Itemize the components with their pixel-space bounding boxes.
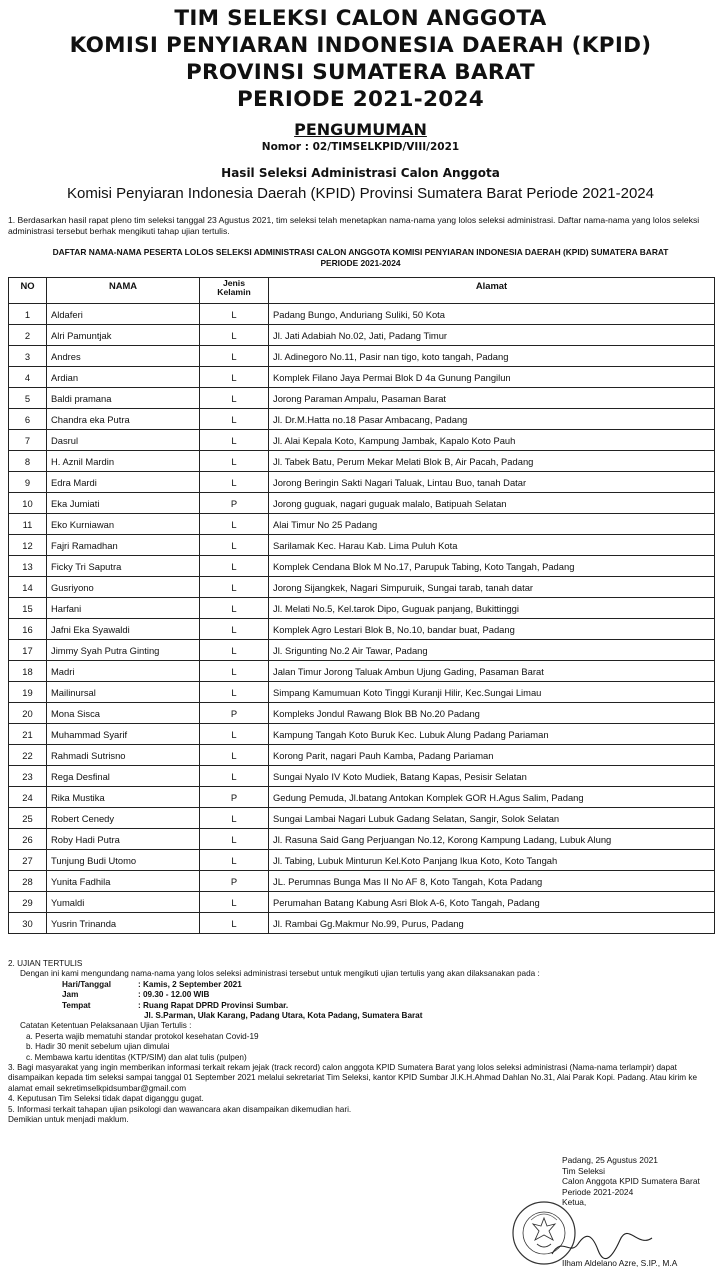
header-line-4: PERIODE 2021-2024	[237, 87, 484, 112]
table-row	[9, 766, 715, 787]
signature-org-1: Tim Seleksi	[562, 1165, 605, 1176]
cell-jenis-kelamin: L	[200, 577, 269, 598]
cell-no: 20	[9, 703, 47, 724]
table-row	[9, 598, 715, 619]
cell-jenis-kelamin: P	[200, 703, 269, 724]
cell-alamat: Korong Parit, nagari Pauh Kamba, Padang Pariaman	[269, 745, 715, 766]
table-row	[9, 451, 715, 472]
cell-nama: Gusriyono	[47, 577, 200, 598]
cell-jenis-kelamin: L	[200, 661, 269, 682]
cell-nama: Rega Desfinal	[47, 766, 200, 787]
cell-no: 13	[9, 556, 47, 577]
cell-nama: Rika Mustika	[47, 787, 200, 808]
header-line-3: PROVINSI SUMATERA BARAT	[185, 60, 536, 85]
table-row	[9, 724, 715, 745]
table-row	[9, 514, 715, 535]
table-row	[9, 556, 715, 577]
table-row	[9, 787, 715, 808]
cell-no: 4	[9, 367, 47, 388]
cell-nama: Fajri Ramadhan	[47, 535, 200, 556]
cell-jenis-kelamin: L	[200, 451, 269, 472]
cell-no: 5	[9, 388, 47, 409]
cell-no: 30	[9, 913, 47, 934]
cell-alamat: Sungai Lambai Nagari Lubuk Gadang Selatan, Sangir, Solok Selatan	[269, 808, 715, 829]
cell-alamat: Jl. Rasuna Said Gang Perjuangan No.12, Korong Kampung Ladang, Lubuk Alung	[269, 829, 715, 850]
announcement-subtitle: Hasil Seleksi Administrasi Calon Anggota	[221, 166, 500, 180]
table-row	[9, 682, 715, 703]
table-row	[9, 640, 715, 661]
footer-section	[8, 959, 715, 1126]
cell-alamat: Sarilamak Kec. Harau Kab. Lima Puluh Kota	[269, 535, 715, 556]
schedule-time-value: : 09.30 - 12.00 WIB	[138, 990, 210, 1000]
table-row	[9, 745, 715, 766]
cell-nama: Mailinursal	[47, 682, 200, 703]
cell-jenis-kelamin: P	[200, 871, 269, 892]
cell-alamat: Jl. Alai Kepala Koto, Kampung Jambak, Kapalo Koto Pauh	[269, 430, 715, 451]
cell-no: 26	[9, 829, 47, 850]
header-alamat: Alamat	[269, 278, 715, 304]
table-row	[9, 346, 715, 367]
cell-no: 6	[9, 409, 47, 430]
cell-no: 25	[9, 808, 47, 829]
header-no: NO	[9, 278, 47, 304]
catatan-c: c. Membawa kartu identitas (KTP/SIM) dan alat tulis (pulpen)	[26, 1052, 247, 1062]
signature-org-2: Calon Anggota KPID Sumatera Barat	[562, 1176, 700, 1187]
cell-jenis-kelamin: L	[200, 430, 269, 451]
paragraph-4: 4. Keputusan Tim Seleksi tidak dapat diganggu gugat.	[8, 1094, 204, 1104]
cell-no: 11	[9, 514, 47, 535]
table-row	[9, 577, 715, 598]
cell-jenis-kelamin: L	[200, 829, 269, 850]
cell-no: 22	[9, 745, 47, 766]
cell-alamat: Jl. Adinegoro No.11, Pasir nan tigo, koto tangah, Padang	[269, 346, 715, 367]
cell-jenis-kelamin: L	[200, 325, 269, 346]
cell-alamat: Perumahan Batang Kabung Asri Blok A-6, Koto Tangah, Padang	[269, 892, 715, 913]
cell-no: 8	[9, 451, 47, 472]
cell-jenis-kelamin: L	[200, 808, 269, 829]
signature-name: Ilham Aldelano Azre, S.IP., M.A	[562, 1258, 678, 1268]
table-row	[9, 493, 715, 514]
table-row	[9, 661, 715, 682]
schedule-place	[8, 1001, 715, 1011]
cell-jenis-kelamin: L	[200, 409, 269, 430]
list-title-line-1: DAFTAR NAMA-NAMA PESERTA LOLOS SELEKSI ADMINISTRASI CALON ANGGOTA KOMISI PENYIARAN INDONESIA DAERAH (KPID) SUMATERA BARAT	[52, 247, 669, 257]
schedule-place-label: Tempat	[62, 1000, 91, 1010]
catatan-title: Catatan Ketentuan Pelaksanaan Ujian Tertulis :	[20, 1021, 192, 1031]
cell-jenis-kelamin: L	[200, 472, 269, 493]
signature-place-date: Padang, 25 Agustus 2021	[562, 1155, 658, 1165]
schedule-place-address: Jl. S.Parman, Ulak Karang, Padang Utara, Kota Padang, Sumatera Barat	[144, 1011, 423, 1021]
table-row	[9, 703, 715, 724]
participants-table	[8, 277, 715, 934]
cell-nama: Edra Mardi	[47, 472, 200, 493]
cell-nama: Eko Kurniawan	[47, 514, 200, 535]
ujian-intro: Dengan ini kami mengundang nama-nama yang lolos seleksi administrasi tersebut untuk mengikuti ujian tertulis yang akan dilaksanakan pada :	[20, 969, 540, 979]
cell-no: 12	[9, 535, 47, 556]
cell-jenis-kelamin: L	[200, 682, 269, 703]
cell-no: 14	[9, 577, 47, 598]
cell-no: 24	[9, 787, 47, 808]
cell-jenis-kelamin: P	[200, 493, 269, 514]
signature-org-3: Periode 2021-2024	[562, 1186, 634, 1197]
cell-jenis-kelamin: L	[200, 745, 269, 766]
paragraph-5: 5. Informasi terkait tahapan ujian psikologi dan wawancara akan disampaikan dikemudian hari.	[8, 1104, 352, 1114]
table-row	[9, 535, 715, 556]
cell-jenis-kelamin: P	[200, 787, 269, 808]
table-row	[9, 409, 715, 430]
table-row	[9, 829, 715, 850]
cell-alamat: Simpang Kamumuan Koto Tinggi Kuranji Hilir, Kec.Sungai Limau	[269, 682, 715, 703]
cell-no: 3	[9, 346, 47, 367]
signature-scribble-icon	[548, 1232, 658, 1260]
cell-alamat: Jl. Dr.M.Hatta no.18 Pasar Ambacang, Padang	[269, 409, 715, 430]
cell-nama: Roby Hadi Putra	[47, 829, 200, 850]
table-row	[9, 472, 715, 493]
cell-no: 17	[9, 640, 47, 661]
catatan-b: b. Hadir 30 menit sebelum ujian dimulai	[26, 1042, 170, 1052]
cell-jenis-kelamin: L	[200, 619, 269, 640]
cell-alamat: Sungai Nyalo IV Koto Mudiek, Batang Kapas, Pesisir Selatan	[269, 766, 715, 787]
table-row	[9, 325, 715, 346]
cell-alamat: Komplek Agro Lestari Blok B, No.10, bandar buat, Padang	[269, 619, 715, 640]
cell-nama: Yusrin Trinanda	[47, 913, 200, 934]
schedule-time-label: Jam	[62, 990, 79, 1000]
cell-no: 10	[9, 493, 47, 514]
schedule-time	[8, 990, 715, 1000]
signature-block	[562, 1155, 700, 1208]
cell-nama: Chandra eka Putra	[47, 409, 200, 430]
cell-jenis-kelamin: L	[200, 367, 269, 388]
cell-alamat: JL. Perumnas Bunga Mas II No AF 8, Koto Tangah, Kota Padang	[269, 871, 715, 892]
cell-alamat: Alai Timur No 25 Padang	[269, 514, 715, 535]
announcement-title: PENGUMUMAN	[294, 120, 427, 139]
cell-jenis-kelamin: L	[200, 304, 269, 325]
cell-nama: Muhammad Syarif	[47, 724, 200, 745]
cell-alamat: Jl. Tabek Batu, Perum Mekar Melati Blok B, Air Pacah, Padang	[269, 451, 715, 472]
schedule-day	[8, 980, 715, 990]
cell-alamat: Jl. Srigunting No.2 Air Tawar, Padang	[269, 640, 715, 661]
cell-nama: Yumaldi	[47, 892, 200, 913]
cell-jenis-kelamin: L	[200, 388, 269, 409]
cell-alamat: Jl. Tabing, Lubuk Minturun Kel.Koto Panjang Ikua Koto, Koto Tangah	[269, 850, 715, 871]
signature-role: Ketua,	[562, 1197, 587, 1208]
cell-alamat: Jl. Jati Adabiah No.02, Jati, Padang Timur	[269, 325, 715, 346]
cell-nama: Jafni Eka Syawaldi	[47, 619, 200, 640]
schedule-day-value: : Kamis, 2 September 2021	[138, 979, 242, 989]
table-row	[9, 430, 715, 451]
cell-alamat: Jl. Rambai Gg.Makmur No.99, Purus, Padang	[269, 913, 715, 934]
schedule-day-label: Hari/Tanggal	[62, 979, 111, 989]
cell-nama: Robert Cenedy	[47, 808, 200, 829]
table-row	[9, 388, 715, 409]
cell-nama: Tunjung Budi Utomo	[47, 850, 200, 871]
cell-nama: Mona Sisca	[47, 703, 200, 724]
table-row	[9, 850, 715, 871]
cell-alamat: Gedung Pemuda, Jl.batang Antokan Komplek GOR H.Agus Salim, Padang	[269, 787, 715, 808]
cell-jenis-kelamin: L	[200, 535, 269, 556]
table-row	[9, 619, 715, 640]
table-row	[9, 871, 715, 892]
cell-nama: Aldaferi	[47, 304, 200, 325]
cell-no: 28	[9, 871, 47, 892]
cell-no: 2	[9, 325, 47, 346]
cell-alamat: Jalan Timur Jorong Taluak Ambun Ujung Gading, Pasaman Barat	[269, 661, 715, 682]
cell-alamat: Jorong guguak, nagari guguak malalo, Batipuah Selatan	[269, 493, 715, 514]
cell-no: 27	[9, 850, 47, 871]
cell-alamat: Kompleks Jondul Rawang Blok BB No.20 Padang	[269, 703, 715, 724]
announcement-number: Nomor : 02/TIMSELKPID/VIII/2021	[261, 141, 460, 153]
cell-no: 18	[9, 661, 47, 682]
closing-text: Demikian untuk menjadi maklum.	[8, 1115, 129, 1125]
table-header-row	[9, 278, 715, 304]
table-row	[9, 892, 715, 913]
cell-no: 29	[9, 892, 47, 913]
cell-no: 19	[9, 682, 47, 703]
cell-alamat: Jorong Beringin Sakti Nagari Taluak, Lintau Buo, tanah Datar	[269, 472, 715, 493]
list-title-line-2: PERIODE 2021-2024	[320, 258, 401, 268]
header-jenis: Jenis	[223, 278, 245, 288]
header-kelamin: Kelamin	[217, 287, 251, 297]
cell-jenis-kelamin: L	[200, 766, 269, 787]
header-jenis-kelamin	[200, 278, 269, 304]
cell-nama: Baldi pramana	[47, 388, 200, 409]
cell-nama: Ardian	[47, 367, 200, 388]
cell-jenis-kelamin: L	[200, 892, 269, 913]
table-row	[9, 808, 715, 829]
cell-alamat: Padang Bungo, Anduriang Suliki, 50 Kota	[269, 304, 715, 325]
cell-no: 23	[9, 766, 47, 787]
table-row	[9, 913, 715, 934]
cell-no: 15	[9, 598, 47, 619]
cell-jenis-kelamin: L	[200, 724, 269, 745]
table-row	[9, 304, 715, 325]
cell-jenis-kelamin: L	[200, 556, 269, 577]
header-nama: NAMA	[47, 278, 200, 304]
cell-alamat: Jl. Melati No.5, Kel.tarok Dipo, Guguak panjang, Bukittinggi	[269, 598, 715, 619]
ujian-title: 2. UJIAN TERTULIS	[8, 959, 83, 968]
cell-jenis-kelamin: L	[200, 514, 269, 535]
cell-jenis-kelamin: L	[200, 913, 269, 934]
header-line-2: KOMISI PENYIARAN INDONESIA DAERAH (KPID)	[69, 33, 652, 58]
cell-nama: Yunita Fadhila	[47, 871, 200, 892]
cell-no: 9	[9, 472, 47, 493]
cell-nama: Alri Pamuntjak	[47, 325, 200, 346]
paragraph-3: 3. Bagi masyarakat yang ingin memberikan informasi terkait rekam jejak (track record) calon anggota KPID Sumatera Barat yang lolos seleksi administrasi (Nama-nama terlampir) dapat disampaikan kepada tim seleksi sampai tanggal 01 September 2021 melalui sekretariat Tim Seleksi, kantor KPID Sumbar Jl.K.H.Ahmad Dahlan No.31, Alai Parak Kopi. Padang. Atau kirim ke alamat email sekretimselkpidsumbar@gmail.com	[8, 1063, 698, 1093]
cell-nama: Harfani	[47, 598, 200, 619]
list-title	[0, 247, 721, 269]
cell-alamat: Jorong Paraman Ampalu, Pasaman Barat	[269, 388, 715, 409]
schedule-place-value: : Ruang Rapat DPRD Provinsi Sumbar.	[138, 1000, 289, 1010]
cell-nama: Andres	[47, 346, 200, 367]
cell-nama: H. Aznil Mardin	[47, 451, 200, 472]
cell-alamat: Komplek Filano Jaya Permai Blok D 4a Gunung Pangilun	[269, 367, 715, 388]
cell-nama: Rahmadi Sutrisno	[47, 745, 200, 766]
cell-alamat: Komplek Cendana Blok M No.17, Parupuk Tabing, Koto Tangah, Padang	[269, 556, 715, 577]
cell-no: 7	[9, 430, 47, 451]
cell-alamat: Jorong Sijangkek, Nagari Simpuruik, Sungai tarab, tanah datar	[269, 577, 715, 598]
cell-jenis-kelamin: L	[200, 346, 269, 367]
cell-nama: Eka Jumiati	[47, 493, 200, 514]
announcement-subtitle-2: Komisi Penyiaran Indonesia Daerah (KPID) Provinsi Sumatera Barat Periode 2021-2024	[67, 185, 654, 202]
cell-nama: Madri	[47, 661, 200, 682]
cell-alamat: Kampung Tangah Koto Buruk Kec. Lubuk Alung Padang Pariaman	[269, 724, 715, 745]
catatan-a: a. Peserta wajib mematuhi standar protokol kesehatan Covid-19	[26, 1031, 259, 1041]
cell-nama: Dasrul	[47, 430, 200, 451]
header-line-1: TIM SELEKSI CALON ANGGOTA	[174, 6, 547, 31]
paragraph-1: 1. Berdasarkan hasil rapat pleno tim seleksi tanggal 23 Agustus 2021, tim seleksi telah menetapkan nama-nama yang lolos seleksi administrasi. Daftar nama-nama yang lolos seleksi administrasi tersebut berhak mengikuti tahap ujian tertulis.	[8, 215, 700, 236]
cell-jenis-kelamin: L	[200, 640, 269, 661]
cell-no: 21	[9, 724, 47, 745]
cell-jenis-kelamin: L	[200, 598, 269, 619]
cell-no: 16	[9, 619, 47, 640]
cell-nama: Ficky Tri Saputra	[47, 556, 200, 577]
cell-no: 1	[9, 304, 47, 325]
cell-jenis-kelamin: L	[200, 850, 269, 871]
cell-nama: Jimmy Syah Putra Ginting	[47, 640, 200, 661]
table-row	[9, 367, 715, 388]
